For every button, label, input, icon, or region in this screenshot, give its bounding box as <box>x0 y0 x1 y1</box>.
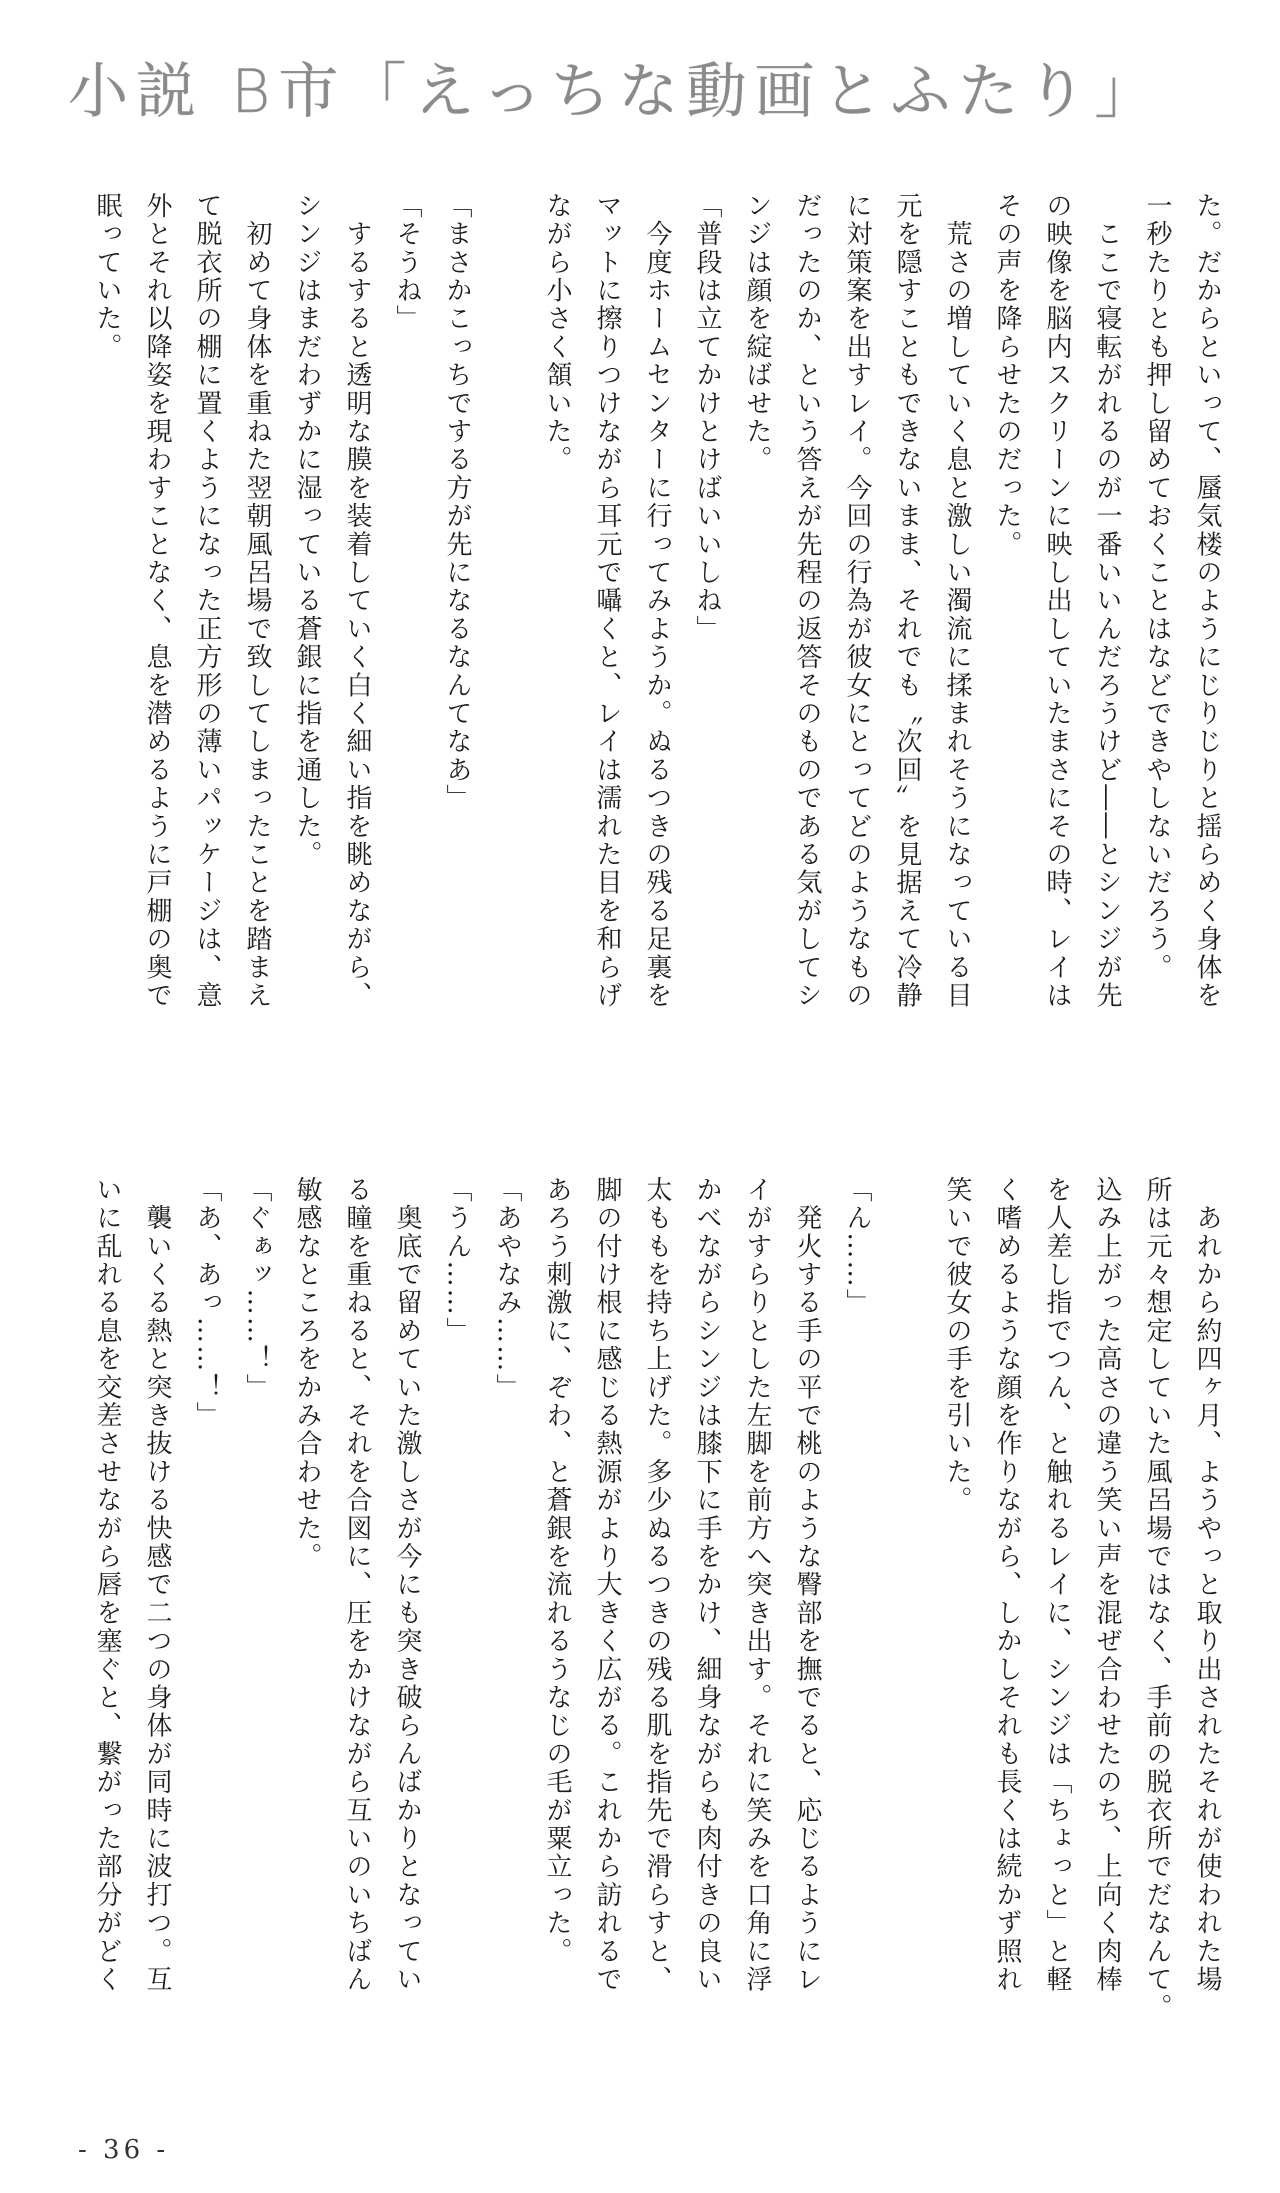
text-column: 襲いくる熱と突き抜ける快感で二つの身体が同時に波打つ。互 <box>142 1176 172 1994</box>
text-column: 今度ホームセンターに行ってみようか。ぬるつきの残る足裏を <box>642 192 672 1010</box>
text-column: 「普段は立てかけとけばいいしね」 <box>692 192 722 644</box>
text-column: 込み上がった高さの違う笑い声を混ぜ合わせたのち、上向く肉棒 <box>1092 1176 1122 1994</box>
text-column: 「ぐぁッ……！」 <box>242 1176 272 1402</box>
text-column-blank <box>882 1176 932 2076</box>
text-column-blank <box>482 192 532 1092</box>
text-column: 荒さの増していく息と激しい濁流に揉まれそうになっている目 <box>942 192 972 1010</box>
text-column: 発火する手の平で桃のような臀部を撫でると、応じるようにレ <box>792 1176 822 1994</box>
text-column: ここで寝転がれるのが一番いいんだろうけど――とシンジが先 <box>1092 192 1122 1010</box>
text-column: 敏感なところをかみ合わせた。 <box>292 1176 322 1571</box>
text-column: 元を隠すこともできないまま、それでも〝次回〟を見据えて冷静 <box>892 192 922 1010</box>
text-column: 眠っていた。 <box>92 192 122 362</box>
page-title: 小説 B市「えっちな動画とふたり」 <box>68 57 1163 127</box>
text-column: た。だからといって、蜃気楼のようにじりじりと揺らめく身体を <box>1192 192 1222 1010</box>
text-column: く嗜めるような顔を作りながら、しかしそれも長くは続かず照れ <box>992 1176 1022 1994</box>
text-column: するすると透明な膜を装着していく白く細い指を眺めながら、 <box>342 192 372 1010</box>
text-column: マットに擦りつけながら耳元で囁くと、レイは濡れた目を和らげ <box>592 192 622 1010</box>
text-column: 外とそれ以降姿を現わすことなく、息を潜めるように戸棚の奥で <box>142 192 172 1010</box>
text-column: て脱衣所の棚に置くようになった正方形の薄いパッケージは、意 <box>192 192 222 1010</box>
text-column: あれから約四ヶ月、ようやっと取り出されたそれが使われた場 <box>1192 1176 1222 1994</box>
text-column: の映像を脳内スクリーンに映し出していたまさにその時、レイは <box>1042 192 1072 1010</box>
text-column: に対策案を出すレイ。今回の行為が彼女にとってどのようなもの <box>842 192 872 1010</box>
text-column: る瞳を重ねると、それを合図に、圧をかけながら互いのいちばん <box>342 1176 372 1994</box>
text-column: 所は元々想定していた風呂場ではなく、手前の脱衣所でだなんて。 <box>1142 1176 1172 2022</box>
text-column: シンジはまだわずかに湿っている蒼銀に指を通した。 <box>292 192 322 869</box>
text-column: かべながらシンジは膝下に手をかけ、細身ながらも肉付きの良い <box>692 1176 722 1994</box>
text-column: を人差し指でつん、と触れるレイに、シンジは「ちょっと」と軽 <box>1042 1176 1072 1994</box>
text-column: 脚の付け根に感じる熱源がより大きく広がる。これから訪れるで <box>592 1176 622 1994</box>
text-block-bottom <box>52 1176 1232 2076</box>
text-column: だったのか、という答えが先程の返答そのものである気がしてシ <box>792 192 822 1010</box>
text-column: 初めて身体を重ねた翌朝風呂場で致してしまったことを踏まえ <box>242 192 272 1010</box>
page-number: - 36 - <box>78 2135 170 2165</box>
text-column: 「あやなみ……」 <box>492 1176 522 1402</box>
text-column: ながら小さく頷いた。 <box>542 192 572 474</box>
text-column: 太ももを持ち上げた。多少ぬるつきの残る肌を指先で滑らすと、 <box>642 1176 672 1994</box>
text-block-top <box>52 192 1232 1092</box>
text-column: その声を降らせたのだった。 <box>992 192 1022 559</box>
text-column: 「あ、あっ……！」 <box>192 1176 222 1430</box>
text-column: ンジは顔を綻ばせた。 <box>742 192 772 474</box>
text-column: 「ん……」 <box>842 1176 872 1317</box>
text-column: 一秒たりとも押し留めておくことはなどできやしないだろう。 <box>1142 192 1172 982</box>
text-column: 奥底で留めていた激しさが今にも突き破らんばかりとなってい <box>392 1176 422 1994</box>
text-column: 「そうね」 <box>392 192 422 333</box>
text-column: イがすらりとした左脚を前方へ突き出す。それに笑みを口角に浮 <box>742 1176 772 1994</box>
text-column: 「うん……」 <box>442 1176 472 1346</box>
text-column: あろう刺激に、ぞわ、と蒼銀を流れるうなじの毛が粟立った。 <box>542 1176 572 1966</box>
text-column: いに乱れる息を交差させながら唇を塞ぐと、繋がった部分がどく <box>92 1176 122 1994</box>
text-column: 笑いで彼女の手を引いた。 <box>942 1176 972 1515</box>
text-column: 「まさかこっちでする方が先になるなんてなあ」 <box>442 192 472 813</box>
